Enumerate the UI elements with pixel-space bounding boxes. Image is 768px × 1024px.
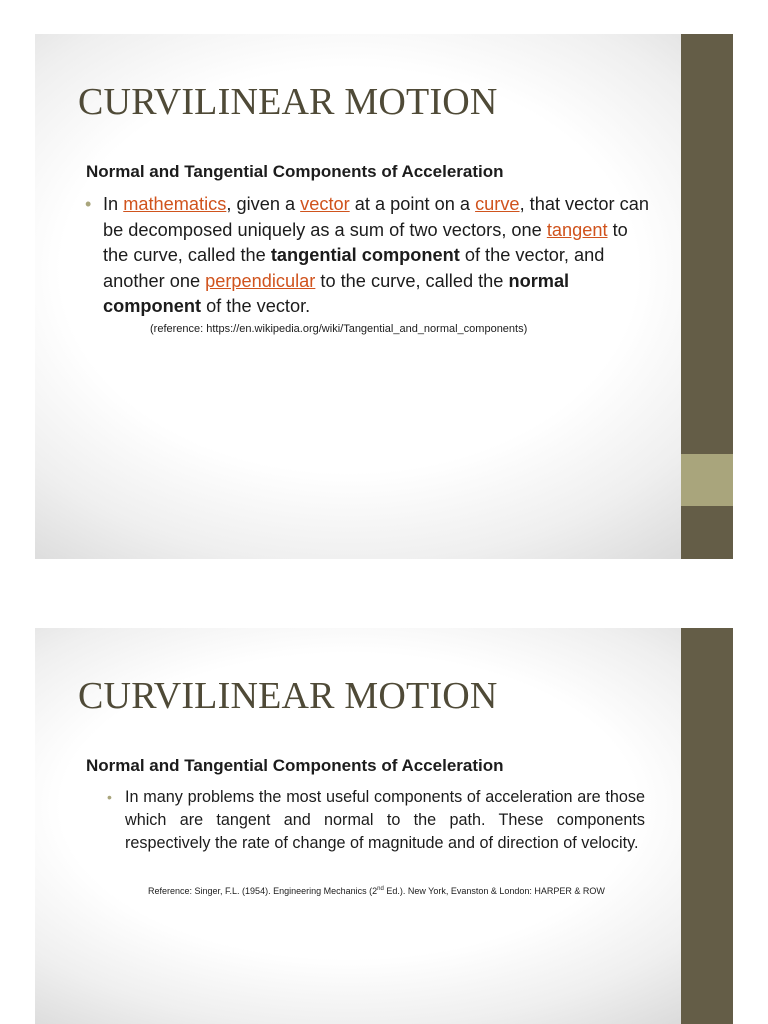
slide-1 — [35, 34, 733, 559]
slide-title: CURVILINEAR MOTION — [78, 81, 498, 123]
term-normal-component: normal component — [103, 270, 570, 316]
slide-sidebar — [681, 34, 733, 559]
bullet-item — [107, 786, 645, 855]
bullet-text: In mathematics, given a vector at a point on a curve, that vector can be decomposed uniquely as a sum of two vectors, one tangent to the curve, called the tangential component of the vector, and another one perpendicular to the curve, called the normal component of the vector. — [103, 194, 649, 316]
slide-subtitle: Normal and Tangential Components of Acceleration — [86, 162, 504, 181]
bullet-item — [85, 192, 655, 320]
link-vector[interactable]: vector — [300, 194, 350, 214]
slide-sidebar — [681, 628, 733, 1024]
reference-note: (reference: https://en.wikipedia.org/wiki/Tangential_and_normal_components) — [150, 323, 528, 335]
link-curve[interactable]: curve — [475, 194, 520, 214]
link-tangent[interactable]: tangent — [546, 219, 608, 240]
link-perpendicular[interactable]: perpendicular — [205, 270, 316, 291]
link-mathematics[interactable]: mathematics — [123, 194, 227, 214]
bullet-text: In many problems the most useful components of acceleration are those which are tangent and normal to the path. These components respectively the rate of change of magnitude and of direction of velocity. — [125, 788, 645, 852]
term-tangential-component: tangential component — [270, 245, 460, 265]
bullet-icon: • — [107, 789, 112, 805]
sidebar-accent-block — [681, 454, 733, 506]
reference-note: Reference: Singer, F.L. (1954). Engineering Mechanics (2nd Ed.). New York, Evanston & London: HARPER & ROW — [148, 886, 605, 896]
slide-title: CURVILINEAR MOTION — [78, 675, 498, 717]
slide-2 — [35, 628, 733, 1024]
slide-subtitle: Normal and Tangential Components of Acceleration — [86, 756, 504, 775]
bullet-icon: • — [85, 194, 92, 214]
